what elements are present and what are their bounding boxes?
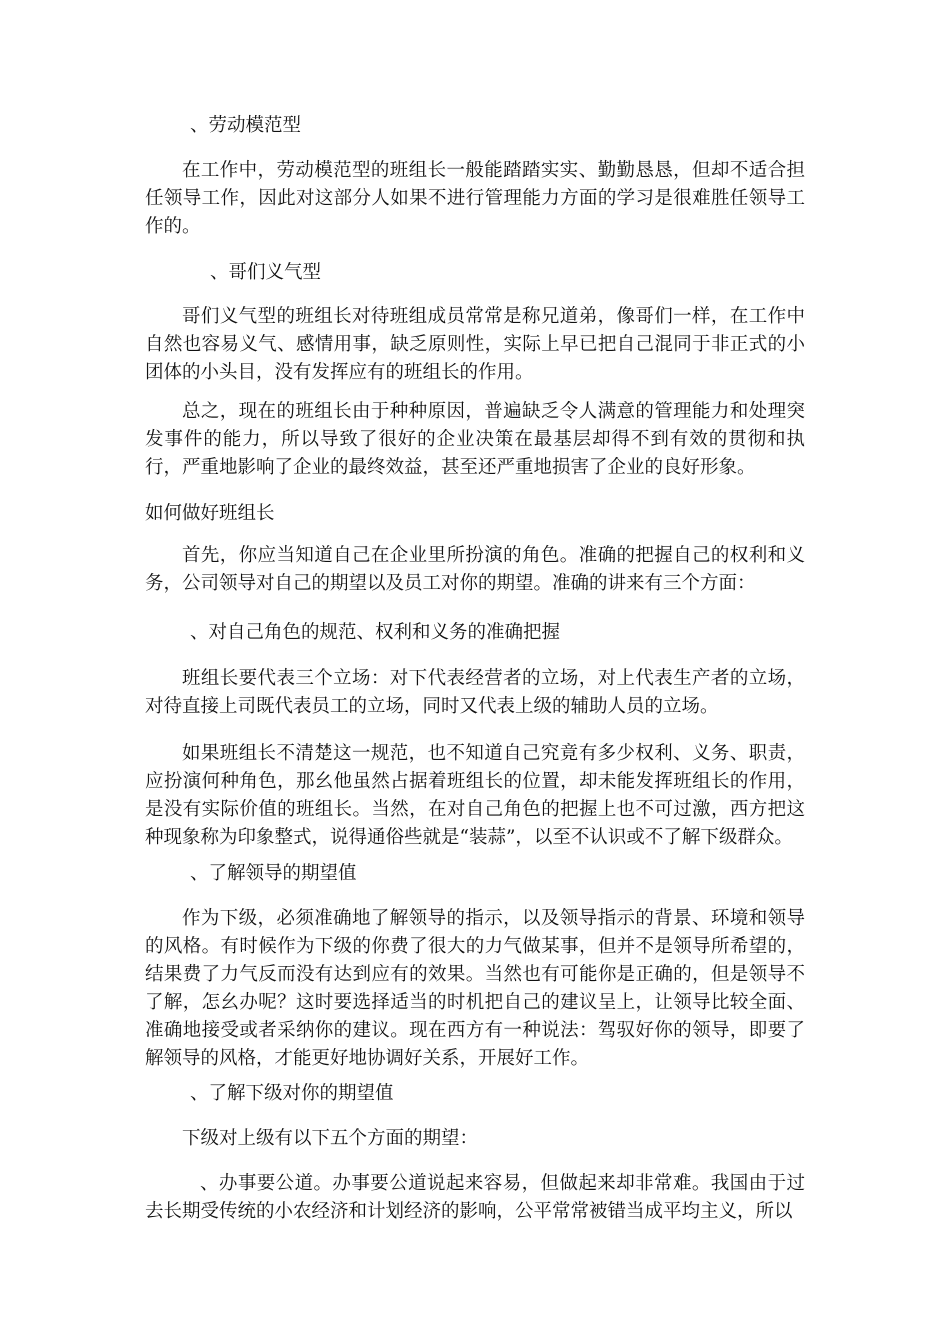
paragraph-summary: 总之，现在的班组长由于种种原因，普遍缺乏令人满意的管理能力和处理突发事件的能力，所以导致了很好的企业决策在最基层却得不到有效的贯彻和执行，严重地影响了企业的最终效益，甚至还严重地损害了企业的良好形象。 <box>145 401 805 478</box>
paragraph-role-awareness: 如果班组长不清楚这一规范，也不知道自己究竟有多少权利、义务、职责，应扮演何种角色，那幺他虽然占据着班组长的位置，却未能发挥班组长的作用，是没有实际价值的班组长。当然，在对自己角色的把握上也不可过激，西方把这种现象称为印象整式，说得通俗些就是“装蒜”，以至不认识或不了解下级群众。 <box>145 743 805 848</box>
section-heading-leader-expectations: 、了解领导的期望值 <box>190 863 357 884</box>
section-heading-model-worker: 、劳动模范型 <box>190 115 302 136</box>
paragraph-role-intro: 首先，你应当知道自己在企业里所扮演的角色。准确的把握自己的权利和义务，公司领导对自己的期望以及员工对你的期望。准确的讲来有三个方面： <box>145 545 805 594</box>
paragraph-buddy-type: 哥们义气型的班组长对待班组成员常常是称兄道弟，像哥们一样，在工作中自然也容易义气、感情用事，缺乏原则性，实际上早已把自己混同于非正式的小团体的小头目，没有发挥应有的班组长的作用。 <box>145 306 805 383</box>
section-heading-buddy-type: 、哥们义气型 <box>210 262 322 283</box>
section-heading-subordinate-expectations: 、了解下级对你的期望值 <box>190 1083 394 1104</box>
paragraph-five-expectations-intro: 下级对上级有以下五个方面的期望： <box>182 1128 479 1149</box>
section-heading-how-to-be-leader: 如何做好班组长 <box>145 503 275 524</box>
section-heading-role-norms: 、对自己角色的规范、权利和义务的准确把握 <box>190 622 561 643</box>
paragraph-model-worker: 在工作中，劳动模范型的班组长一般能踏踏实实、勤勤恳恳，但却不适合担任领导工作，因此对这部分人如果不进行管理能力方面的学习是很难胜任领导工作的。 <box>145 160 805 237</box>
paragraph-fairness: 、办事要公道。办事要公道说起来容易，但做起来却非常难。我国由于过去长期受传统的小农经济和计划经济的影响，公平常常被错当成平均主义，所以 <box>145 1173 805 1222</box>
paragraph-leader-expectations: 作为下级，必须准确地了解领导的指示，以及领导指示的背景、环境和领导的风格。有时候作为下级的你费了很大的力气做某事，但并不是领导所希望的，结果费了力气反而没有达到应有的效果。当然也有可能你是正确的，但是领导不了解，怎幺办呢？这时要选择适当的时机把自己的建议呈上，让领导比较全面、准确地接受或者采纳你的建议。现在西方有一种说法：驾驭好你的领导，即要了解领导的风格，才能更好地协调好关系，开展好工作。 <box>145 908 805 1069</box>
paragraph-three-positions: 班组长要代表三个立场：对下代表经营者的立场，对上代表生产者的立场，对待直接上司既代表员工的立场，同时又代表上级的辅助人员的立场。 <box>145 668 805 717</box>
